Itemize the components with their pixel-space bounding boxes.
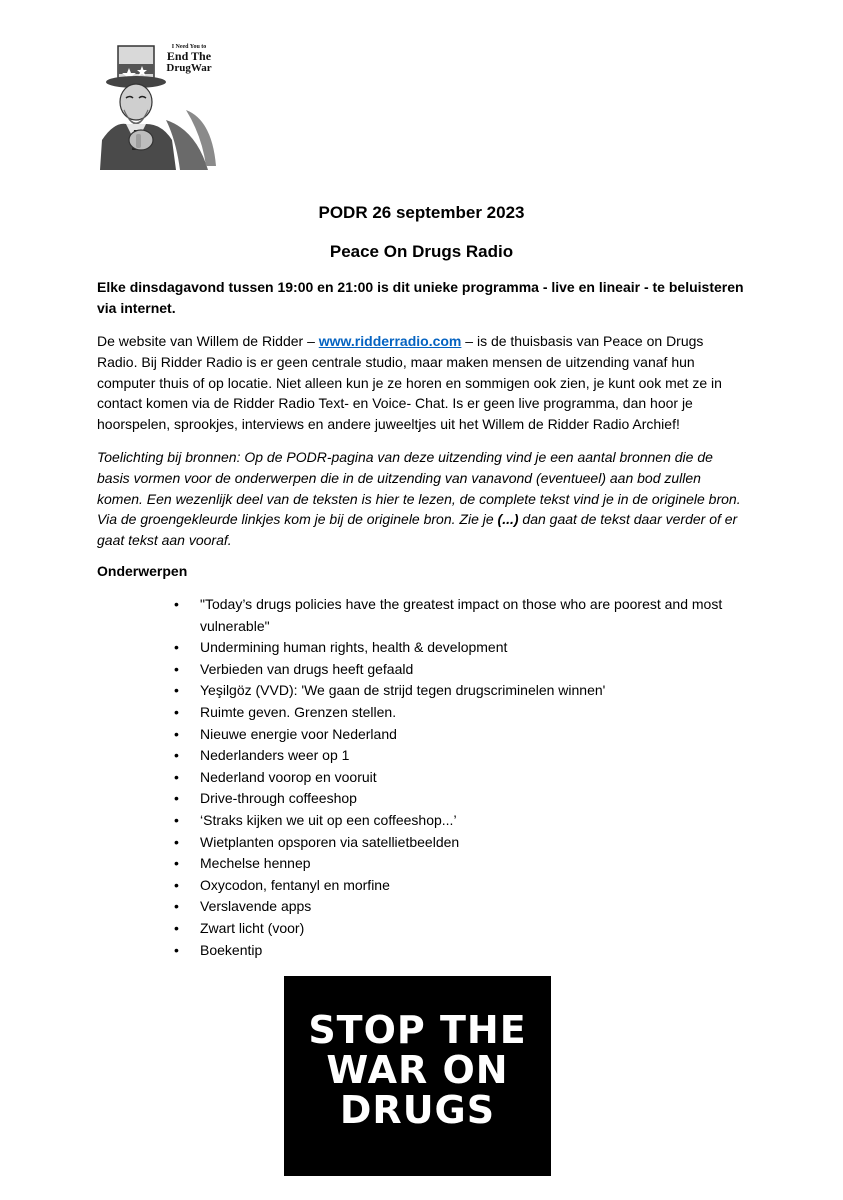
- list-item: [174, 637, 749, 659]
- website-text-after: – is de thuisbasis van Peace on Drugs Radio. Bij Ridder Radio is er geen centrale studio, maar maken mensen de uitzending vanaf hun computer thuis of op locatie. Niet alleen kun je ze horen en sommigen ook zien, je kunt ook met ze in contact komen via de Ridder Radio Text- en Voice- Chat. Is er geen live programma, dan hoor je hoorspelen, sprookjes, interviews en andere juweeltjes uit het Willem de Ridder Radio Archief!: [97, 333, 722, 433]
- bullet-icon: •: [174, 876, 179, 893]
- topic-text: Ruimte geven. Grenzen stellen.: [200, 703, 397, 720]
- bullet-icon: •: [174, 811, 179, 828]
- intro-paragraph: Elke dinsdagavond tussen 19:00 en 21:00 is dit unieke programma - live en lineair - te beluisteren via internet.: [97, 279, 744, 316]
- topic-text: Drive-through coffeeshop: [200, 790, 357, 807]
- list-item: [174, 788, 749, 810]
- bullet-icon: •: [174, 941, 179, 958]
- bullet-icon: •: [174, 747, 179, 764]
- topic-text: Verbieden van drugs heeft gefaald: [200, 660, 414, 677]
- bullet-icon: •: [174, 596, 179, 612]
- bullet-icon: •: [174, 790, 179, 807]
- bullet-icon: •: [174, 898, 179, 915]
- list-item: [174, 659, 749, 681]
- topic-text: Nederland voorop en vooruit: [200, 768, 377, 785]
- list-item: [174, 940, 749, 962]
- page-title: PODR 26 september 2023: [318, 203, 525, 222]
- bullet-icon: •: [174, 855, 179, 872]
- list-item: [174, 594, 749, 637]
- list-item: [174, 724, 749, 746]
- list-item: [174, 875, 749, 897]
- list-item: [174, 918, 749, 940]
- website-text-before: De website van Willem de Ridder –: [97, 333, 319, 349]
- list-item: [174, 745, 749, 767]
- logo-line-1: I Need You to: [171, 44, 207, 50]
- bullet-icon: •: [174, 768, 179, 785]
- end-the-drugwar-logo: [96, 40, 220, 170]
- list-item: [174, 702, 749, 724]
- list-item: [174, 767, 749, 789]
- sources-note-before: Toelichting bij bronnen: Op de PODR-pagina van deze uitzending vind je een aantal bronnen die de basis vormen voor de onderwerpen die in de uitzending van vanavond (eventueel) aan bod zullen komen. Een wezenlijk deel van de teksten is hier te lezen, de complete tekst vind je in de originele bron. Via de groengekleurde linkjes kom je bij de originele bron. Zie je: [97, 449, 741, 528]
- bullet-icon: •: [174, 682, 179, 699]
- logo-line-2: End The: [166, 49, 212, 64]
- list-item: [174, 810, 749, 832]
- list-item: [174, 896, 749, 918]
- list-item: [174, 680, 749, 702]
- sources-note-after: dan gaat de tekst daar verder of er gaat tekst aan vooraf.: [97, 511, 738, 549]
- stop-the-war-on-drugs-poster: [284, 976, 551, 1176]
- topic-text: Verslavende apps: [200, 898, 312, 915]
- topic-text: Undermining human rights, health & development: [200, 639, 508, 656]
- page-subtitle: Peace On Drugs Radio: [329, 242, 514, 261]
- topic-text: Boekentip: [200, 941, 263, 958]
- website-paragraph: [97, 331, 747, 435]
- poster-line-1: STOP THE: [308, 1008, 527, 1052]
- bullet-icon: •: [174, 660, 179, 677]
- ellipsis-marker: (...): [497, 511, 519, 528]
- list-item: [174, 832, 749, 854]
- bullet-icon: •: [174, 639, 179, 656]
- topic-text: Oxycodon, fentanyl en morfine: [200, 876, 390, 893]
- bullet-icon: •: [174, 833, 179, 850]
- list-item: [174, 853, 749, 875]
- bullet-icon: •: [174, 919, 179, 936]
- topic-text: Nieuwe energie voor Nederland: [200, 725, 397, 742]
- bullet-icon: •: [174, 703, 179, 720]
- topic-text: Wietplanten opsporen via satellietbeelden: [200, 833, 460, 850]
- topic-text: Nederlanders weer op 1: [200, 747, 350, 764]
- ridderradio-link[interactable]: www.ridderradio.com: [318, 333, 462, 349]
- bullet-icon: •: [174, 725, 179, 742]
- topic-text: Zwart licht (voor): [200, 919, 305, 936]
- topics-heading: Onderwerpen: [97, 563, 188, 579]
- poster-line-3: DRUGS: [339, 1088, 496, 1132]
- topic-text: ‘Straks kijken we uit op een coffeeshop...’: [200, 811, 457, 828]
- logo-text: [159, 44, 219, 74]
- poster-line-2: WAR ON: [326, 1048, 509, 1092]
- logo-line-3: DrugWar: [166, 61, 212, 74]
- topic-list: [174, 594, 749, 961]
- topic-text: Yeşilgöz (VVD): 'We gaan de strijd tegen drugscriminelen winnen': [200, 682, 606, 699]
- topic-text: "Today’s drugs policies have the greatest impact on those who are poorest and most vulnerable": [200, 596, 723, 634]
- sources-note: [97, 447, 747, 551]
- topic-text: Mechelse hennep: [200, 855, 311, 872]
